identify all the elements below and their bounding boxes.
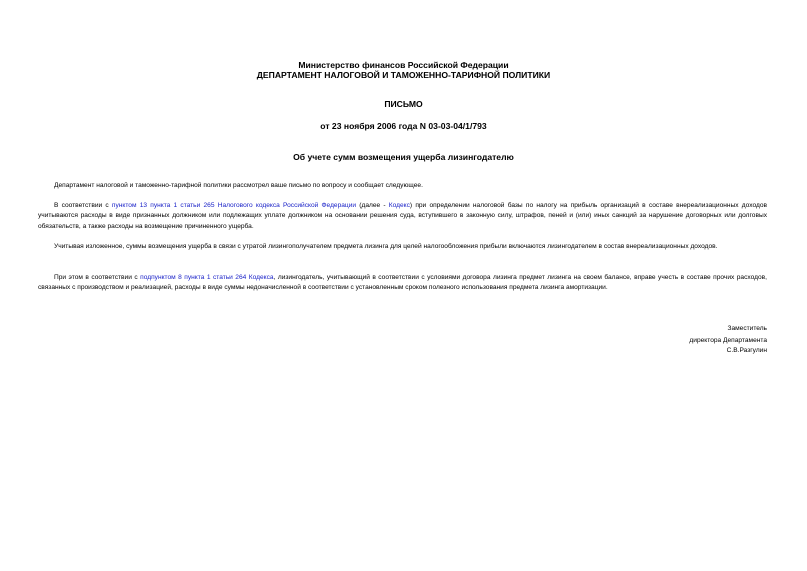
paragraph-3	[38, 242, 767, 252]
paragraph-4	[38, 273, 767, 294]
paragraph-3-text: Учитывая изложенное, суммы возмещения ущерба в связи с утратой лизингополучателем предмета лизинга для целей налогообложения прибыли включаются лизингодателем в состав внереализационных доходов.	[54, 243, 718, 250]
paragraph-2	[38, 201, 767, 232]
paragraph-1	[38, 181, 767, 191]
paragraph-2-text-b: (далее -	[356, 202, 389, 209]
signature-department: директора Департамента	[689, 337, 767, 344]
link-tax-code-article-265[interactable]: пунктом 13 пункта 1 статьи 265 Налогового кодекса Российской Федерации	[111, 202, 357, 209]
document-type: ПИСЬМО	[384, 99, 423, 109]
link-code-article-264[interactable]: подпунктом 8 пункта 1 статьи 264 Кодекса	[140, 274, 274, 281]
paragraph-1-text: Департамент налоговой и таможенно-тарифной политики рассмотрел ваше письмо по вопросу и сообщает следующее.	[54, 182, 423, 189]
signature-name: С.В.Разгулин	[726, 347, 767, 354]
signature-position: Заместитель	[727, 325, 767, 332]
paragraph-4-text-a: При этом в соответствии с	[54, 274, 141, 281]
document-title: Об учете сумм возмещения ущерба лизингодателю	[293, 152, 514, 162]
paragraph-2-text-c: ) при определении налоговой базы по налогу на прибыль организаций в составе внереализационных доходов учитываются расходы в виде признанных должником или подлежащих уплате должником на основании решения суда, вступившего в законную силу, штрафов, пеней и (или) иных санкций за нарушение договорных или долговых обязательств, а также расходы на возмещение причиненного ущерба.	[38, 202, 768, 230]
department-name: ДЕПАРТАМЕНТ НАЛОГОВОЙ И ТАМОЖЕННО-ТАРИФНОЙ ПОЛИТИКИ	[256, 70, 551, 80]
ministry-name: Министерство финансов Российской Федерации	[298, 60, 509, 70]
paragraph-2-text-a: В соответствии с	[54, 202, 112, 209]
paragraph-4-text-b: , лизингодатель, учитывающий в соответствии с условиями договора лизинга предмет лизинга на своем балансе, вправе учесть в составе прочих расходов, связанных с производством и реализацией, расходы в виде суммы недоначисленной в соответствии с установленным сроком полезного использования предмета лизинга амортизации.	[38, 274, 767, 292]
document-date-number: от 23 ноября 2006 года N 03-03-04/1/793	[320, 121, 487, 131]
link-code[interactable]: Кодекс	[388, 202, 410, 209]
